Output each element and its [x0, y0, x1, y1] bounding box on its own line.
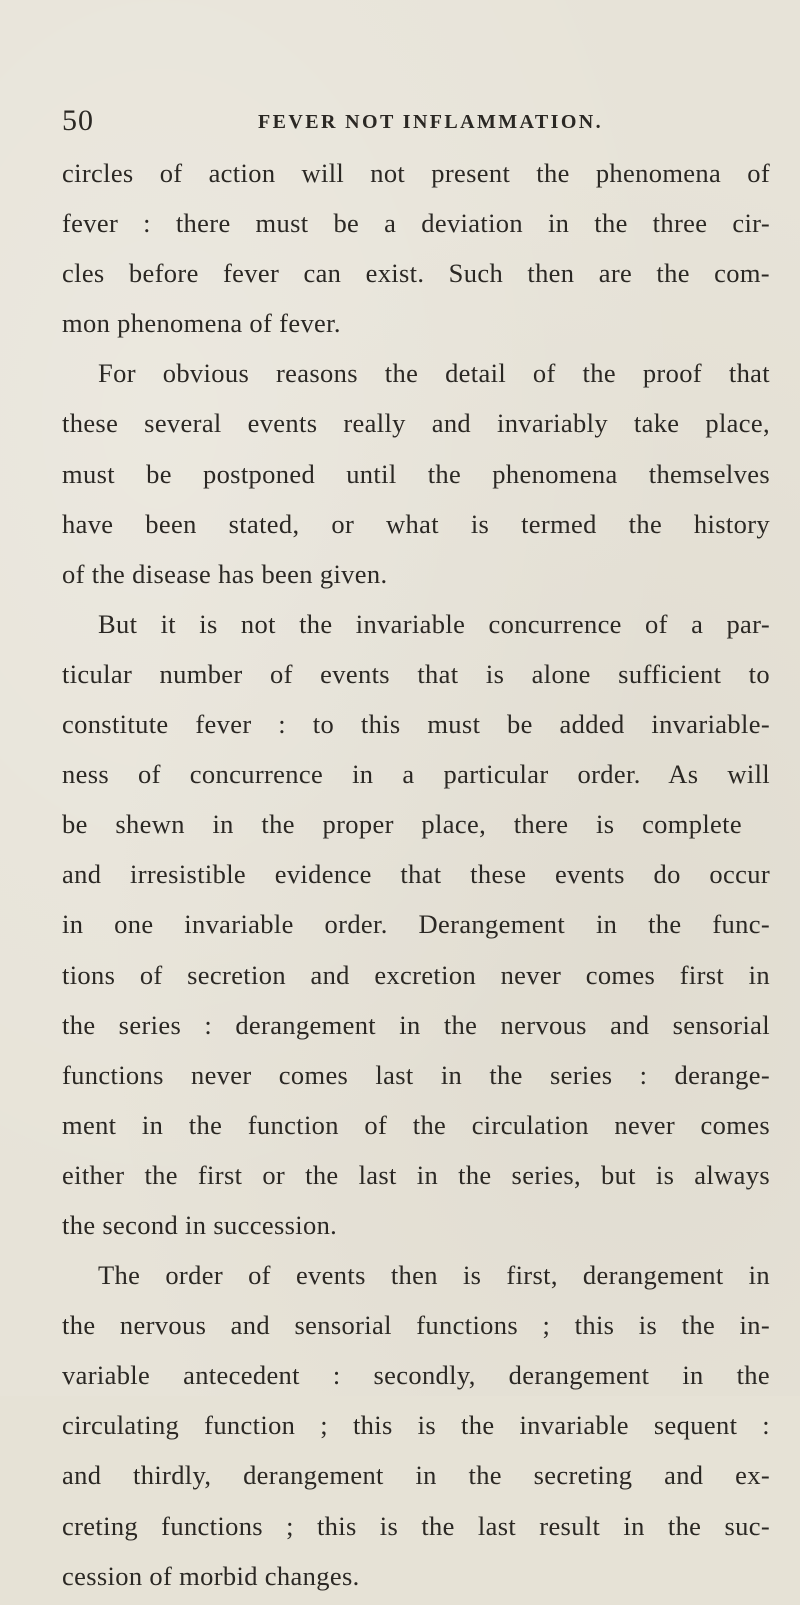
text-line: cles before fever can exist. Such then are the com-: [62, 258, 770, 289]
text-line: ment in the function of the circulation never comes: [62, 1109, 770, 1140]
text-line: fever : there must be a deviation in the three cir-: [62, 208, 770, 239]
page-number: 50: [62, 104, 94, 137]
text-line: the second in succession.: [62, 1209, 338, 1240]
text-line: of the disease has been given.: [62, 558, 388, 589]
running-title: FEVER NOT INFLAMMATION.: [258, 111, 604, 133]
body-text: [62, 152, 770, 1605]
text-line: be shewn in the proper place, there is complete: [62, 809, 742, 840]
text-line: cession of morbid changes.: [62, 1560, 360, 1591]
text-line: constitute fever : to this must be added invariable-: [62, 709, 770, 740]
text-line: functions never comes last in the series : derange-: [62, 1059, 770, 1090]
text-line: in one invariable order. Derangement in the func-: [62, 909, 770, 940]
text-line: have been stated, or what is termed the history: [62, 508, 770, 539]
text-line: the nervous and sensorial functions ; this is the in-: [62, 1310, 770, 1341]
text-line: For obvious reasons the detail of the proof that: [98, 358, 770, 389]
text-line: circles of action will not present the phenomena of: [62, 158, 770, 188]
text-line: ness of concurrence in a particular order. As will: [62, 759, 770, 790]
text-line: and thirdly, derangement in the secreting and ex-: [62, 1460, 770, 1491]
text-line: But it is not the invariable concurrence of a par-: [98, 608, 770, 639]
text-line: the series : derangement in the nervous and sensorial: [62, 1009, 770, 1040]
text-line: creting functions ; this is the last result in the suc-: [62, 1510, 770, 1541]
text-line: and irresistible evidence that these events do occur: [62, 859, 770, 890]
text-line: variable antecedent : secondly, derangement in the: [62, 1360, 770, 1391]
text-line: ticular number of events that is alone sufficient to: [62, 658, 770, 689]
text-line: circulating function ; this is the invariable sequent :: [62, 1410, 770, 1441]
text-line: The order of events then is first, derangement in: [98, 1260, 770, 1291]
text-line: tions of secretion and excretion never comes first in: [62, 959, 770, 990]
text-line: mon phenomena of fever.: [62, 308, 341, 339]
running-head: [62, 104, 762, 138]
text-line: must be postponed until the phenomena themselves: [62, 458, 770, 489]
text-line: these several events really and invariably take place,: [62, 408, 770, 439]
text-line: either the first or the last in the series, but is always: [62, 1159, 770, 1190]
